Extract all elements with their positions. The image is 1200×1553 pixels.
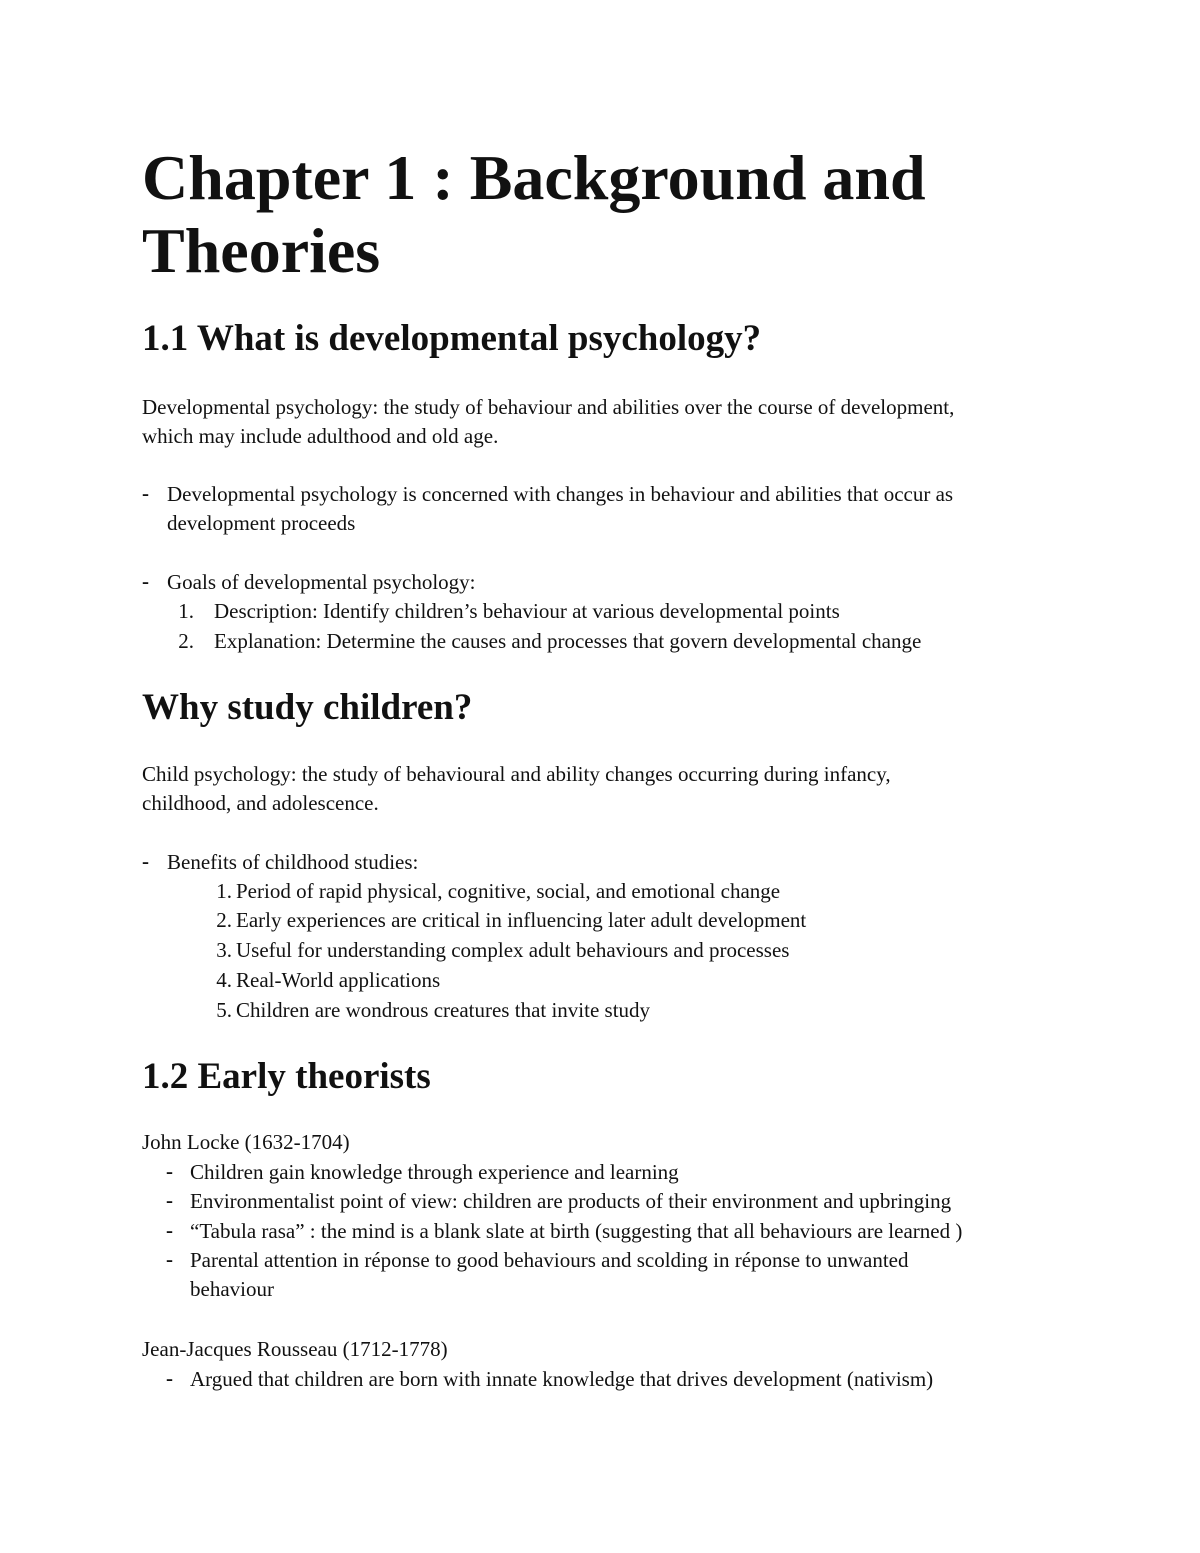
benefit-text: Useful for understanding complex adult behaviours and processes	[236, 938, 790, 962]
bullet-dash: -	[166, 1188, 173, 1212]
bullet-text-line-2: development proceeds	[167, 511, 356, 535]
goal-number: 2.	[178, 629, 194, 653]
bullet-dash: -	[166, 1247, 173, 1271]
childpsych-definition-line-2: childhood, and adolescence.	[142, 791, 379, 815]
bullet-dash: -	[166, 1159, 173, 1183]
chapter-title-line-2: Theories	[142, 215, 381, 286]
section-1-2-heading: 1.2 Early theorists	[142, 1056, 431, 1097]
bullet-dash: -	[142, 481, 149, 505]
goal-text: Explanation: Determine the causes and processes that govern developmental change	[214, 629, 922, 653]
why-study-heading: Why study children?	[142, 687, 473, 728]
locke-bullet-text: Parental attention in réponse to good behaviours and scolding in réponse to unwanted	[190, 1248, 909, 1272]
childpsych-definition-line-1: Child psychology: the study of behavioural and ability changes occurring during infancy,	[142, 762, 891, 786]
bullet-text-line-1: Developmental psychology is concerned with changes in behaviour and abilities that occur as	[167, 482, 954, 506]
benefit-number: 5.	[216, 998, 232, 1022]
goal-number: 1.	[178, 599, 194, 623]
bullet-dash: -	[142, 849, 149, 873]
benefit-text: Real-World applications	[236, 968, 441, 992]
benefit-text: Period of rapid physical, cognitive, social, and emotional change	[236, 879, 781, 903]
benefits-bullet-text: Benefits of childhood studies:	[167, 850, 419, 874]
locke-bullet-text: Environmentalist point of view: children are products of their environment and upbringing	[190, 1189, 952, 1213]
bullet-dash: -	[142, 569, 149, 593]
benefit-number: 3.	[216, 938, 232, 962]
chapter-title-line-1: Chapter 1 : Background and	[142, 142, 926, 213]
benefit-text: Children are wondrous creatures that invite study	[236, 998, 651, 1022]
goals-bullet-text: Goals of developmental psychology:	[167, 570, 476, 594]
locke-bullet-text: “Tabula rasa” : the mind is a blank slate at birth (suggesting that all behaviours are learned )	[190, 1219, 963, 1243]
benefit-number: 2.	[216, 908, 232, 932]
theorist-name-locke: John Locke (1632-1704)	[142, 1130, 350, 1154]
locke-bullet-text: Children gain knowledge through experience and learning	[190, 1160, 679, 1184]
benefit-number: 1.	[216, 879, 232, 903]
locke-bullet-text-continued: behaviour	[190, 1277, 274, 1301]
benefit-text: Early experiences are critical in influencing later adult development	[236, 908, 807, 932]
benefit-number: 4.	[216, 968, 232, 992]
bullet-dash: -	[166, 1366, 173, 1390]
section-1-1-heading: 1.1 What is developmental psychology?	[142, 318, 762, 359]
bullet-dash: -	[166, 1218, 173, 1242]
goal-text: Description: Identify children’s behaviour at various developmental points	[214, 599, 840, 623]
devpsych-definition-line-2: which may include adulthood and old age.	[142, 424, 499, 448]
devpsych-definition-line-1: Developmental psychology: the study of behaviour and abilities over the course of development,	[142, 395, 955, 419]
rousseau-bullet-text: Argued that children are born with innate knowledge that drives development (nativism)	[190, 1367, 934, 1391]
theorist-name-rousseau: Jean-Jacques Rousseau (1712-1778)	[142, 1337, 448, 1361]
